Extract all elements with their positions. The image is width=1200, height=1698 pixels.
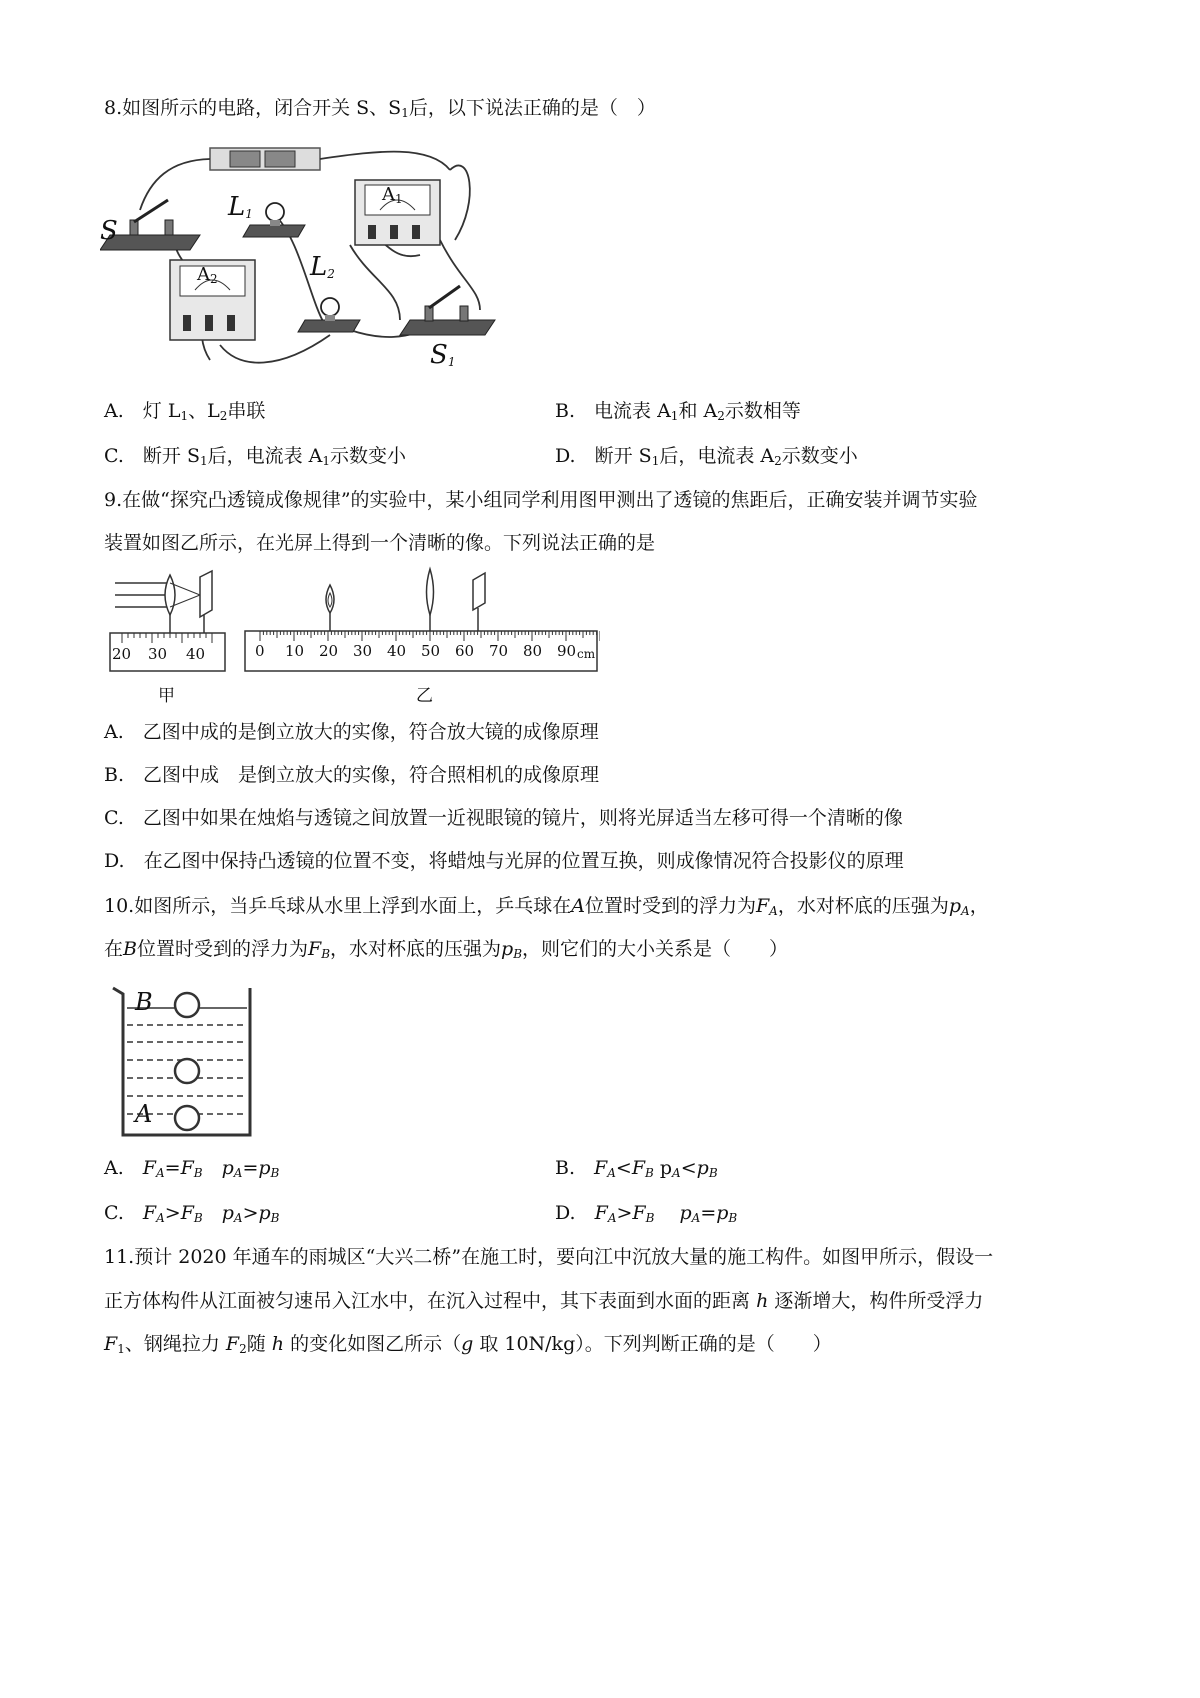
yi-tick: 50	[421, 642, 441, 660]
q8-option-a[interactable]: A. 灯 $L_1$、$L_2$串联	[104, 400, 266, 423]
beaker-label-b: B	[135, 988, 153, 1016]
switch-s1	[400, 286, 495, 335]
ball-a-icon	[175, 1106, 199, 1130]
q9-option-a[interactable]: A. 乙图中成的是倒立放大的实像，符合放大镜的成像原理	[104, 721, 599, 743]
q11-stem-line3: $F_1$、钢绳拉力 $F_2$随 h 的变化如图乙所示（g 取 10N/kg）。下列判断正确的是（ ）	[104, 1333, 832, 1356]
q8-option-c[interactable]: C. 断开 $S_1$后，电流表 $A_1$示数变小	[104, 445, 407, 468]
ball-middle-icon	[175, 1059, 199, 1083]
yi-tick: 10	[285, 642, 305, 660]
q8-stem: 8.如图所示的电路，闭合开关 S、$S_1$后，以下说法正确的是（ ）	[104, 97, 656, 120]
beaker-label-a: A	[135, 1100, 153, 1128]
q9-option-d[interactable]: D. 在乙图中保持凸透镜的位置不变，将蜡烛与光屏的位置互换，则成像情况符合投影仪的原理	[104, 850, 904, 872]
q10-stem-line1: 10.如图所示，当乒乓球从水里上浮到水面上，乒乓球在A位置时受到的浮力为$F_A$，水对杯底的压强为$p_A$，	[104, 895, 989, 918]
jia-tick-30: 30	[148, 645, 168, 663]
yi-tick: 20	[319, 642, 339, 660]
figure-jia	[100, 565, 235, 710]
q9-option-b[interactable]: B. 乙图中成 是倒立放大的实像，符合照相机的成像原理	[104, 764, 600, 786]
yi-tick: 70	[489, 642, 509, 660]
q11-stem-line1: 11.预计 2020 年通车的雨城区“大兴二桥”在施工时，要向江中沉放大量的施工构件。如图甲所示，假设一	[104, 1246, 994, 1268]
q10-option-c[interactable]: C. $F_A>F_B$ $p_A>p_B$	[104, 1202, 280, 1225]
candle-flame-icon	[326, 585, 334, 613]
jia-caption: 甲	[158, 686, 175, 706]
q9-stem-line2: 装置如图乙所示，在光屏上得到一个清晰的像。下列说法正确的是	[104, 532, 656, 554]
q10-stem-line2: 在B位置时受到的浮力为$F_B$，水对杯底的压强为$p_B$，则它们的大小关系是（ ）	[104, 938, 789, 961]
q9-stem-line1: 9.在做“探究凸透镜成像规律”的实验中，某小组同学利用图甲测出了透镜的焦距后，正确安装并调节实验	[104, 489, 978, 511]
label-s: S	[100, 216, 118, 246]
label-l2: $L_2$	[310, 252, 335, 282]
q11-stem-line2: 正方体构件从江面被匀速吊入江水中，在沉入过程中，其下表面到水面的距离 h 逐渐增大，构件所受浮力	[104, 1290, 984, 1312]
yi-tick: 30	[353, 642, 373, 660]
label-a2: $A_2$	[197, 264, 218, 286]
lens-icon	[165, 575, 175, 615]
beaker-figure	[105, 980, 260, 1145]
q8-option-b[interactable]: B. 电流表 $A_1$和 $A_2$示数相等	[555, 400, 801, 423]
yi-tick: 40	[387, 642, 407, 660]
q8-option-d[interactable]: D. 断开 $S_1$后，电流表 $A_2$示数变小	[555, 445, 858, 468]
ball-b-icon	[175, 993, 199, 1017]
label-l1: $L_1$	[228, 192, 253, 222]
circuit-figure	[100, 140, 520, 380]
label-s1: $S_1$	[430, 340, 456, 370]
yi-tick: 0	[255, 642, 265, 660]
figure-yi	[240, 565, 600, 710]
yi-tick: 60	[455, 642, 475, 660]
yi-unit: cm	[577, 647, 596, 661]
jia-tick-20: 20	[112, 645, 132, 663]
q10-option-a[interactable]: A. $F_A=F_B$ $p_A=p_B$	[104, 1157, 280, 1180]
jia-tick-40: 40	[186, 645, 206, 663]
q10-option-d[interactable]: D. $F_A>F_B$ $p_A=p_B$	[555, 1202, 738, 1225]
lamp-l2	[298, 298, 360, 332]
convex-lens-icon	[427, 569, 434, 615]
light-screen-icon	[473, 573, 485, 610]
label-a1: $A_1$	[382, 184, 403, 206]
q9-option-c[interactable]: C. 乙图中如果在烛焰与透镜之间放置一近视眼镜的镜片，则将光屏适当左移可得一个清晰的像	[104, 807, 903, 829]
yi-tick: 90	[557, 642, 577, 660]
screen-icon	[200, 571, 212, 617]
yi-caption: 乙	[416, 686, 433, 706]
yi-tick: 80	[523, 642, 543, 660]
q10-option-b[interactable]: B. $F_A<F_B$ $p_A<p_B$	[555, 1157, 718, 1180]
